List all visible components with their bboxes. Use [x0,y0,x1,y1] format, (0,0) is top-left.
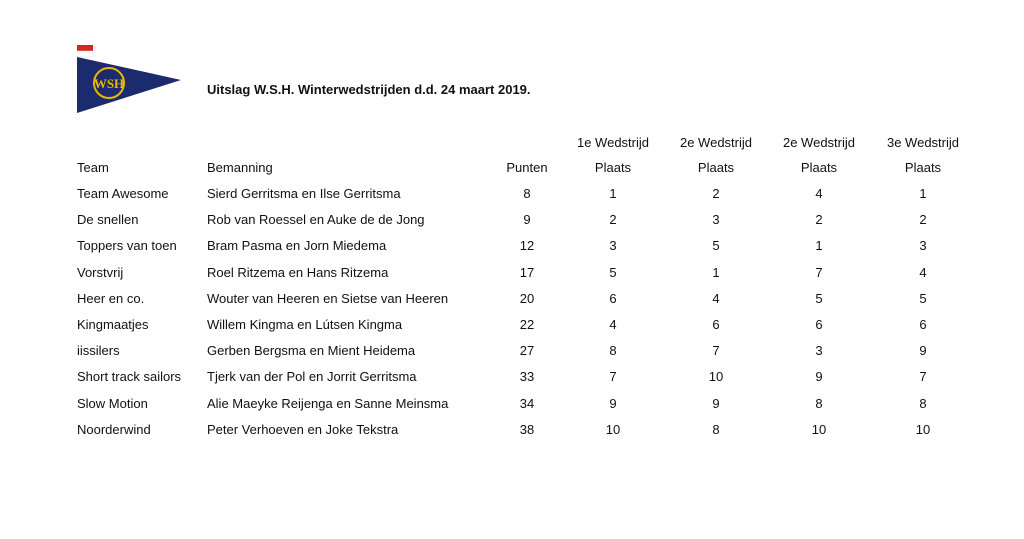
pennant-emblem-letters: WSH [93,76,125,91]
cell-bemanning: Wouter van Heeren en Sietse van Heeren [207,290,449,306]
cell-plaats-1: 7 [609,369,617,385]
cell-plaats-2: 5 [712,238,720,254]
race-header: 2e Wedstrijd [782,135,855,150]
cell-bemanning: Rob van Roessel en Auke de de Jong [207,212,425,228]
cell-plaats-3: 3 [815,343,823,359]
table-row [0,393,1024,415]
cell-punten: 22 [519,317,535,332]
cell-plaats-3: 6 [815,317,823,332]
cell-plaats-3: 1 [815,238,823,254]
column-header-row [0,157,1024,179]
cell-team: Toppers van toen [77,238,177,254]
cell-plaats-2: 8 [712,421,720,437]
table-row [0,235,1024,257]
cell-team: Short track sailors [77,369,182,385]
column-header-plaats-3: Plaats [800,160,838,175]
cell-plaats-3: 2 [815,212,823,228]
cell-plaats-1: 4 [609,317,617,332]
cell-plaats-1: 9 [609,395,617,411]
cell-punten: 38 [519,421,535,437]
cell-team: Vorstvrij [77,264,124,280]
cell-bemanning: Tjerk van der Pol en Jorrit Gerritsma [207,369,417,385]
table-row [0,419,1024,441]
cell-punten: 33 [519,369,535,385]
cell-bemanning: Peter Verhoeven en Joke Tekstra [207,421,399,437]
cell-plaats-4: 8 [919,395,927,411]
cell-plaats-4: 4 [919,264,927,280]
cell-bemanning: Sierd Gerritsma en Ilse Gerritsma [207,186,401,201]
cell-punten: 20 [519,290,535,306]
cell-bemanning: Gerben Bergsma en Mient Heidema [207,343,416,359]
cell-plaats-4: 6 [919,317,927,332]
cell-plaats-4: 5 [919,290,927,306]
table-row [0,209,1024,231]
cell-punten: 12 [519,238,535,254]
cell-punten: 8 [523,186,531,201]
race-header: 3e Wedstrijd [886,135,959,150]
table-row [0,366,1024,388]
cell-punten: 9 [523,212,531,228]
cell-plaats-1: 3 [609,238,617,254]
race-header: 1e Wedstrijd [576,135,649,150]
cell-plaats-3: 8 [815,395,823,411]
cell-punten: 27 [519,343,535,359]
cell-team: Slow Motion [77,395,148,411]
cell-plaats-3: 10 [811,421,827,437]
cell-plaats-4: 7 [919,369,927,385]
cell-plaats-1: 2 [609,212,617,228]
table-row [0,340,1024,362]
column-header-plaats-4: Plaats [904,160,942,175]
cell-team: Noorderwind [77,421,151,437]
race-header: 2e Wedstrijd [679,135,752,150]
cell-plaats-4: 3 [919,238,927,254]
column-header-plaats-2: Plaats [697,160,735,175]
cell-punten: 34 [519,395,535,411]
cell-plaats-2: 4 [712,290,720,306]
cell-bemanning: Alie Maeyke Reijenga en Sanne Meinsma [207,395,449,411]
cell-team: Kingmaatjes [77,317,149,332]
cell-plaats-2: 1 [712,264,720,280]
cell-plaats-2: 10 [708,369,724,385]
cell-punten: 17 [519,264,535,280]
cell-team: De snellen [77,212,139,228]
race-header-row [0,132,1024,154]
cell-plaats-3: 5 [815,290,823,306]
cell-team: iissilers [77,343,120,359]
cell-team: Team Awesome [77,186,169,201]
cell-team: Heer en co. [77,290,145,306]
cell-plaats-1: 1 [609,186,617,201]
column-header-bemanning: Bemanning [207,160,273,175]
cell-plaats-1: 10 [605,421,621,437]
cell-plaats-3: 9 [815,369,823,385]
cell-plaats-4: 10 [915,421,931,437]
cell-plaats-4: 2 [919,212,927,228]
table-row [0,314,1024,336]
table-row [0,288,1024,310]
cell-plaats-3: 4 [815,186,823,201]
page-title: Uitslag W.S.H. Winterwedstrijden d.d. 24 maart 2019. [207,82,531,97]
cell-plaats-4: 9 [919,343,927,359]
cell-plaats-1: 8 [609,343,617,359]
cell-plaats-4: 1 [919,186,927,201]
cell-bemanning: Willem Kingma en Lútsen Kingma [207,317,403,332]
column-header-team: Team [77,160,109,175]
cell-plaats-2: 9 [712,395,720,411]
cell-plaats-3: 7 [815,264,823,280]
cell-plaats-2: 6 [712,317,720,332]
cell-bemanning: Roel Ritzema en Hans Ritzema [207,264,389,280]
table-row [0,183,1024,205]
cell-plaats-1: 5 [609,264,617,280]
cell-plaats-2: 2 [712,186,720,201]
cell-plaats-2: 7 [712,343,720,359]
cell-bemanning: Bram Pasma en Jorn Miedema [207,238,387,254]
cell-plaats-1: 6 [609,290,617,306]
column-header-punten: Punten [506,160,548,175]
table-row [0,262,1024,284]
column-header-plaats-1: Plaats [594,160,632,175]
cell-plaats-2: 3 [712,212,720,228]
